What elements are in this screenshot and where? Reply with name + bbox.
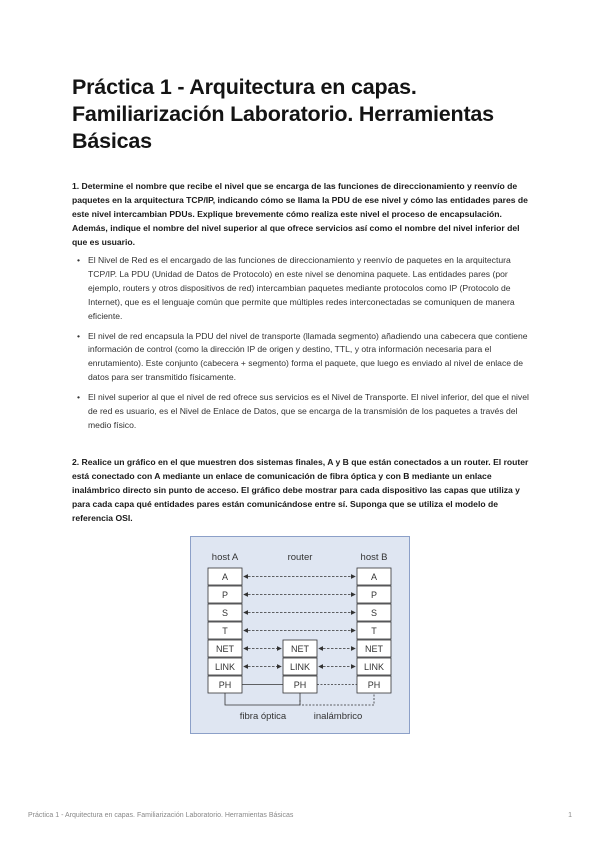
- host-a-label: host A: [211, 552, 239, 563]
- layer-label: LINK: [289, 662, 311, 672]
- question-2: 2. Realice un gráfico en el que muestren dos sistemas finales, A y B que están conectados a un router. El router está conectado con A mediante un enlace de comunicación de fibra óptica y con B mediante un enlace inalámbrico directo sin punto de acceso. El gráfico debe mostrar para cada dispositivo las capas que utiliza y para cada capa qué entidades pares están comunicándose entre sí. Suponga que se utiliza el modelo de referencia OSI.: [72, 457, 529, 523]
- layer-label: LINK: [214, 662, 236, 672]
- layer-label: PH: [367, 680, 381, 690]
- layer-label: T: [371, 626, 377, 636]
- fiber-label: fibra óptica: [239, 711, 287, 722]
- answer-text: El Nivel de Red es el encargado de las funciones de direccionamiento y reenvío de paquetes en la arquitectura TCP/IP. La PDU (Unidad de Datos de Protocolo) en este nivel se denomina paquete. Las entidades pares (por ejemplo, routers y otros dispositivos de red) intercambian paquetes mediante protocolos como IP (Protocolo de Internet), que es el lenguaje común que permite que múltiples redes interconectadas se comuniquen de manera eficiente.: [88, 255, 515, 321]
- page-footer: Práctica 1 - Arquitectura en capas. Familiarización Laboratorio. Herramientas Básicas: [28, 812, 294, 819]
- bullet-icon: •: [77, 330, 81, 341]
- page-number: 1: [568, 812, 572, 819]
- layer-label: P: [370, 590, 378, 600]
- host-a-stack: [208, 568, 242, 693]
- list-item: [72, 391, 532, 433]
- bullet-icon: •: [77, 392, 81, 403]
- layer-label: PH: [218, 680, 232, 690]
- router-label: router: [287, 552, 313, 563]
- list-item: [72, 254, 532, 324]
- layer-label: T: [222, 626, 228, 636]
- layer-label: LINK: [363, 662, 385, 672]
- bullet-icon: •: [77, 255, 81, 265]
- wireless-label: inalámbrico: [313, 711, 363, 722]
- question-1: 1. Determine el nombre que recibe el nivel que se encarga de las funciones de direccionamiento y reenvío de paquetes en la arquitectura TCP/IP, indicando cómo se llama la PDU de ese nivel y cómo las entidades pares de este nivel intercambian PDUs. Explique brevemente cómo realiza este nivel el proceso de encapsulación. Además, indique el nombre del nivel superior al que ofrece servicios así como el nombre del nivel inferior del que es usuario.: [72, 181, 528, 247]
- answer-list: [72, 254, 532, 439]
- osi-layer-diagram: [190, 536, 410, 734]
- list-item: [72, 330, 532, 386]
- answer-text: El nivel de red encapsula la PDU del nivel de transporte (llamada segmento) añadiendo una cabecera que contiene información de control (como la dirección IP de origen y destino, TTL, y otra información necesaria para el enrutamiento). Este conjunto (cabecera + segmento) forma el paquete, que luego es enviado al nivel de enlace de datos para ser transmitido físicamente.: [88, 330, 528, 383]
- host-b-label: host B: [360, 552, 388, 563]
- host-b-stack: [357, 568, 391, 693]
- layer-label: NET: [365, 644, 383, 654]
- router-stack: [283, 640, 317, 693]
- layer-label: NET: [291, 644, 309, 654]
- layer-label: A: [370, 572, 378, 582]
- layer-label: P: [221, 590, 229, 600]
- layer-label: NET: [216, 644, 234, 654]
- layer-label: A: [221, 572, 229, 582]
- layer-label: S: [370, 608, 378, 618]
- page-title: Práctica 1 - Arquitectura en capas. Familiarización Laboratorio. Herramientas Básicas: [72, 75, 494, 153]
- layer-label: PH: [293, 680, 307, 690]
- layer-label: S: [221, 608, 229, 618]
- answer-text: El nivel superior al que el nivel de red ofrece sus servicios es el Nivel de Transporte. El nivel inferior, del que el nivel de red es usuario, es el Nivel de Enlace de Datos, que se encarga de la transmisión de los paquetes a través del medio físico.: [88, 392, 529, 430]
